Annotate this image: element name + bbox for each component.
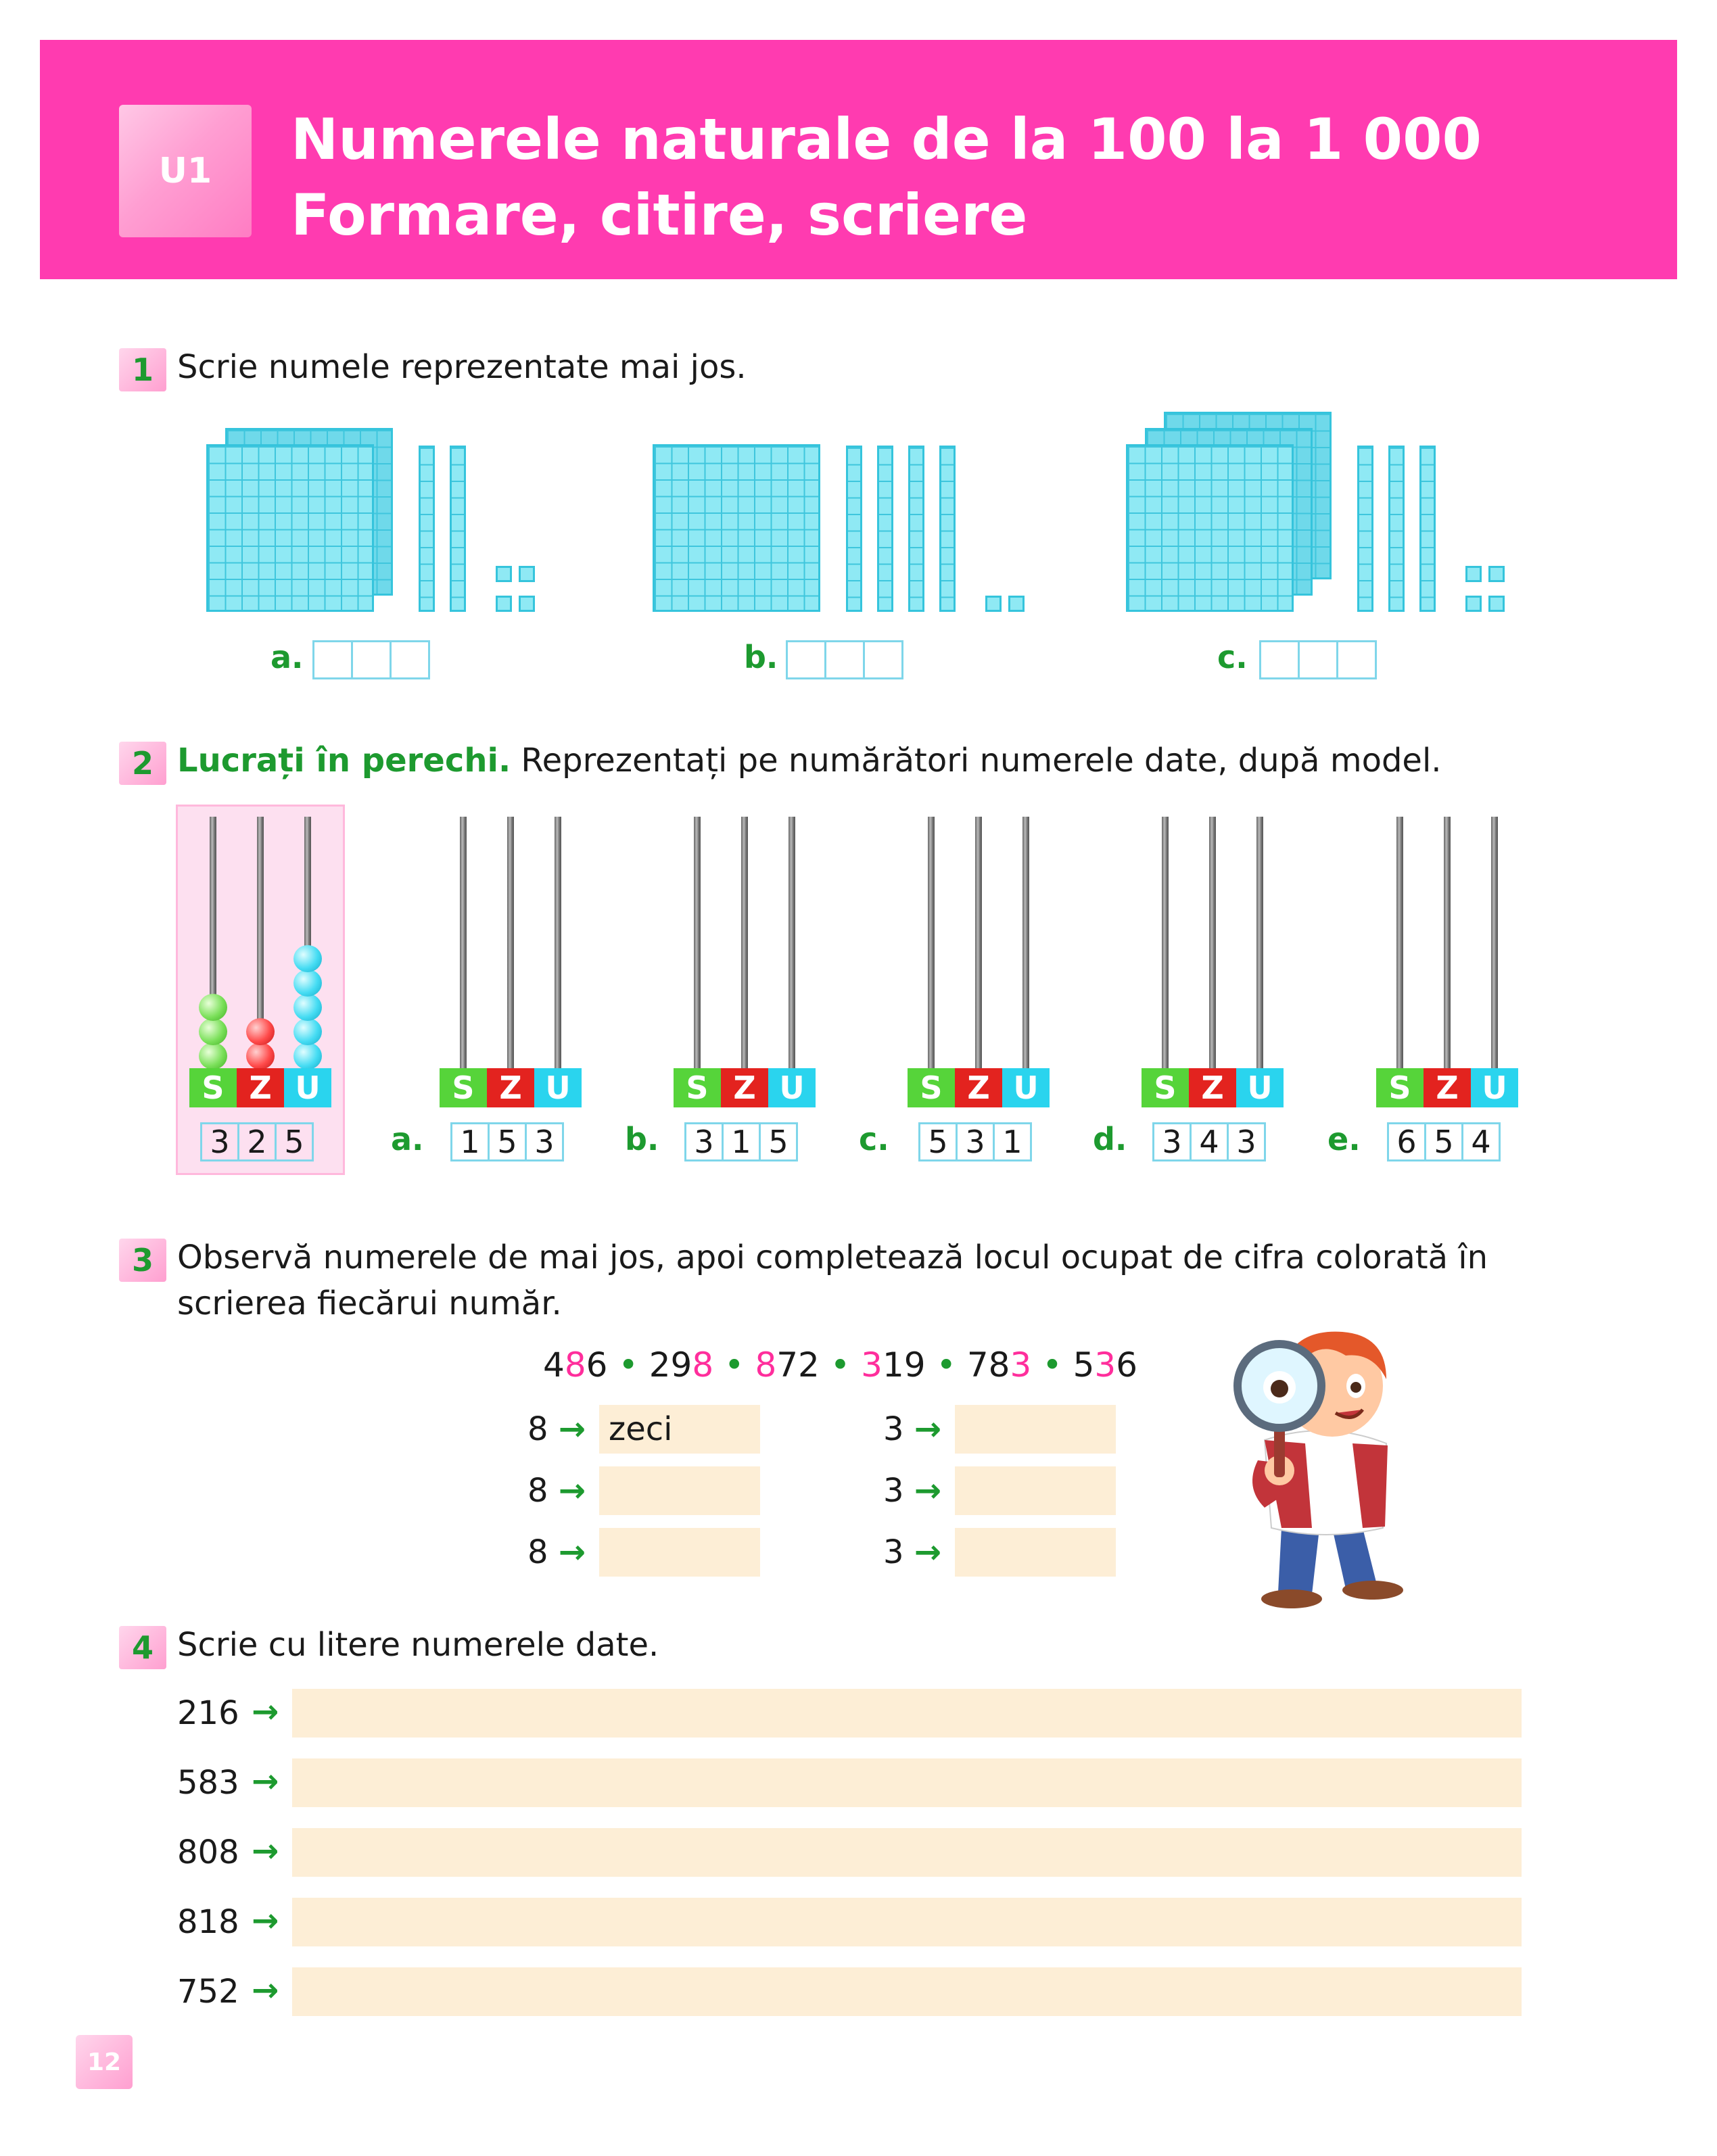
abacus-rod — [555, 817, 561, 1068]
number-item — [861, 1345, 925, 1385]
abacus-bead — [199, 1018, 227, 1045]
digit-label: 3 — [883, 1472, 914, 1510]
abacus-bead — [246, 1043, 275, 1070]
ten-rod — [419, 446, 435, 612]
page-number: 12 — [76, 2035, 133, 2089]
digit-label: 3 — [883, 1410, 914, 1448]
arrow-icon: → — [558, 1472, 586, 1510]
answer-digit-box[interactable] — [786, 640, 826, 679]
exercise-2-instruction — [177, 742, 1442, 780]
abacus-bead — [199, 1043, 227, 1070]
number-separator: • — [713, 1345, 755, 1385]
place-label-s: S — [1376, 1068, 1424, 1107]
place-label-u: U — [1002, 1068, 1050, 1107]
answer-digit-box[interactable] — [312, 640, 353, 679]
arrow-icon: → — [558, 1533, 586, 1571]
ten-rod — [877, 446, 893, 612]
abacus-bead — [293, 1018, 322, 1045]
place-label-z: Z — [955, 1068, 1002, 1107]
abacus-item-label: d. — [1093, 1121, 1127, 1157]
abacus-bead — [293, 994, 322, 1021]
highlighted-digit: 8 — [755, 1345, 777, 1385]
number-digit: 5 — [488, 1122, 527, 1161]
place-answer-field[interactable] — [599, 1466, 760, 1515]
arrow-icon: → — [252, 1763, 279, 1800]
exercise-4-instruction: Scrie cu litere numerele date. — [177, 1626, 659, 1664]
answer-digit-box[interactable] — [1259, 640, 1300, 679]
place-value-labels — [189, 1068, 331, 1107]
number-to-write — [177, 1764, 239, 1802]
boy-magnifier-illustration — [1217, 1325, 1447, 1623]
number-item — [543, 1345, 607, 1385]
abacus-rod — [1491, 817, 1498, 1068]
place-label-s: S — [1142, 1068, 1189, 1107]
abacus-rod — [928, 817, 935, 1068]
words-answer-field[interactable] — [292, 1898, 1522, 1946]
exercise-1-item-label: b. — [744, 639, 778, 675]
unit-cube — [1488, 566, 1505, 582]
title-line-2: Formare, citire, scriere — [291, 182, 1028, 248]
number-digit: 4 — [1461, 1122, 1501, 1161]
number-digit: 5 — [1424, 1122, 1463, 1161]
number-part: 29 — [649, 1345, 692, 1385]
place-answer-field[interactable] — [955, 1528, 1116, 1577]
place-label-z: Z — [237, 1068, 284, 1107]
number-part: 5 — [1073, 1345, 1095, 1385]
number-separator: • — [1031, 1345, 1073, 1385]
exercise-2-bold: Lucrați în perechi. — [177, 742, 511, 780]
digit-arrow-label — [527, 1472, 586, 1510]
exercise-2-number: 2 — [119, 742, 166, 785]
exercise-4-number: 4 — [119, 1626, 166, 1669]
number-item — [1073, 1345, 1137, 1385]
number-digit: 5 — [918, 1122, 958, 1161]
model-abacus[interactable] — [189, 817, 331, 1141]
highlighted-digit: 8 — [692, 1345, 714, 1385]
arrow-icon: → — [252, 1832, 279, 1870]
place-answer-field[interactable]: zeci — [599, 1405, 760, 1454]
number-part: 4 — [543, 1345, 565, 1385]
unit-cube — [519, 566, 535, 582]
number-value: 583 — [177, 1764, 239, 1802]
answer-digit-box[interactable] — [824, 640, 865, 679]
answer-digit-box[interactable] — [1336, 640, 1377, 679]
number-digit: 1 — [722, 1122, 761, 1161]
hundred-flat — [653, 444, 820, 612]
abacus-number-boxes — [684, 1122, 798, 1161]
exercise-1-item-label: a. — [271, 639, 304, 675]
abacus-rod — [1396, 817, 1403, 1068]
unit-cube — [985, 596, 1002, 612]
exercise-1-item-label: c. — [1217, 639, 1248, 675]
abacus-rod — [1209, 817, 1216, 1068]
number-value: 808 — [177, 1834, 239, 1871]
abacus[interactable] — [908, 817, 1050, 1141]
ten-rod — [1419, 446, 1436, 612]
abacus-rod — [460, 817, 467, 1068]
abacus-rod — [694, 817, 701, 1068]
number-digit: 4 — [1190, 1122, 1229, 1161]
place-label-u: U — [768, 1068, 816, 1107]
number-value: 818 — [177, 1903, 239, 1941]
highlighted-digit: 3 — [861, 1345, 883, 1385]
ten-rod — [1357, 446, 1373, 612]
number-to-write — [177, 1903, 239, 1941]
abacus-bead — [246, 1018, 275, 1045]
highlighted-digit: 3 — [1094, 1345, 1116, 1385]
place-label-u: U — [534, 1068, 582, 1107]
place-label-s: S — [908, 1068, 955, 1107]
number-item — [649, 1345, 713, 1385]
abacus-item-label: e. — [1327, 1121, 1361, 1157]
number-digit: 3 — [956, 1122, 995, 1161]
abacus[interactable] — [674, 817, 816, 1141]
abacus-rod — [1444, 817, 1451, 1068]
exercise-1-instruction: Scrie numele reprezentate mai jos. — [177, 348, 747, 386]
unit-badge: U1 — [119, 105, 252, 237]
exercise-2-text: Reprezentați pe numărători numerele date, după model. — [511, 742, 1442, 780]
arrow-icon: → — [914, 1472, 942, 1510]
number-digit: 5 — [275, 1122, 314, 1161]
ten-rod — [450, 446, 466, 612]
unit-cube — [496, 566, 512, 582]
number-separator: • — [819, 1345, 862, 1385]
arrow-icon: → — [252, 1693, 279, 1731]
number-to-write — [177, 1973, 239, 2011]
abacus-rod — [507, 817, 514, 1068]
number-to-write — [177, 1694, 239, 1732]
model-number-boxes — [200, 1122, 314, 1161]
abacus-number-boxes — [1387, 1122, 1501, 1161]
number-digit: 2 — [237, 1122, 277, 1161]
place-label-u: U — [284, 1068, 331, 1107]
abacus[interactable] — [440, 817, 582, 1141]
place-label-z: Z — [1424, 1068, 1471, 1107]
arrow-icon: → — [914, 1410, 942, 1448]
number-value: 216 — [177, 1694, 239, 1732]
number-digit: 1 — [993, 1122, 1032, 1161]
ten-rod — [846, 446, 862, 612]
answer-digit-box[interactable] — [351, 640, 392, 679]
number-to-write — [177, 1834, 239, 1871]
arrow-icon: → — [558, 1410, 586, 1448]
answer-digit-box[interactable] — [390, 640, 430, 679]
abacus-bead — [293, 969, 322, 997]
abacus[interactable] — [1376, 817, 1518, 1141]
exercise-3-instruction-line-2: scrierea fiecărui număr. — [177, 1285, 562, 1322]
words-answer-field[interactable] — [292, 1828, 1522, 1877]
abacus-item-label: b. — [625, 1121, 659, 1157]
place-label-z: Z — [721, 1068, 768, 1107]
exercise-3-instruction-line-1: Observă numerele de mai jos, apoi completează locul ocupat de cifra colorată în — [177, 1239, 1488, 1276]
arrow-icon: → — [252, 1971, 279, 2009]
place-label-s: S — [189, 1068, 237, 1107]
number-digit: 3 — [684, 1122, 724, 1161]
number-digit: 3 — [1152, 1122, 1192, 1161]
abacus-rod — [1022, 817, 1029, 1068]
exercise-1-number: 1 — [119, 348, 166, 391]
digit-arrow-label — [527, 1533, 586, 1571]
digit-arrow-label — [883, 1410, 941, 1448]
abacus-rod — [1162, 817, 1169, 1068]
exercise-1-answer-boxes — [1259, 640, 1377, 679]
highlighted-digit: 3 — [1010, 1345, 1032, 1385]
abacus-rod — [975, 817, 982, 1068]
number-item — [967, 1345, 1031, 1385]
place-value-labels — [674, 1068, 816, 1107]
exercise-3-number: 3 — [119, 1239, 166, 1282]
answer-digit-box[interactable] — [863, 640, 903, 679]
hundred-flat — [1126, 444, 1294, 612]
number-item — [755, 1345, 819, 1385]
unit-cube — [496, 596, 512, 612]
unit-cube — [1488, 596, 1505, 612]
abacus-item-label: c. — [859, 1121, 889, 1157]
place-value-labels — [440, 1068, 582, 1107]
abacus-bead — [293, 945, 322, 972]
number-part: 19 — [882, 1345, 926, 1385]
digit-arrow-label — [527, 1410, 586, 1448]
number-part: 78 — [966, 1345, 1010, 1385]
place-label-u: U — [1236, 1068, 1284, 1107]
place-value-labels — [1142, 1068, 1284, 1107]
number-separator: • — [607, 1345, 649, 1385]
page-title — [291, 101, 1482, 253]
ten-rod — [1388, 446, 1405, 612]
title-line-1: Numerele naturale de la 100 la 1 000 — [291, 106, 1482, 172]
unit-cube — [519, 596, 535, 612]
number-digit: 3 — [200, 1122, 239, 1161]
abacus-number-boxes — [450, 1122, 564, 1161]
abacus-number-boxes — [1152, 1122, 1266, 1161]
number-part: 72 — [776, 1345, 820, 1385]
number-digit: 1 — [450, 1122, 490, 1161]
number-digit: 3 — [525, 1122, 564, 1161]
digit-arrow-label — [883, 1533, 941, 1571]
abacus[interactable] — [1142, 817, 1284, 1141]
abacus-number-boxes — [918, 1122, 1032, 1161]
unit-cube — [1465, 566, 1482, 582]
place-label-s: S — [674, 1068, 721, 1107]
abacus-rod — [789, 817, 795, 1068]
number-value: 752 — [177, 1973, 239, 2011]
abacus-rod — [1256, 817, 1263, 1068]
unit-cube — [1465, 596, 1482, 612]
abacus-bead — [199, 994, 227, 1021]
digit-label: 8 — [527, 1533, 559, 1571]
ten-rod — [908, 446, 924, 612]
number-part: 6 — [586, 1345, 608, 1385]
number-digit: 5 — [759, 1122, 798, 1161]
arrow-icon: → — [252, 1902, 279, 1940]
number-digit: 3 — [1227, 1122, 1266, 1161]
place-label-u: U — [1471, 1068, 1518, 1107]
exercise-1-answer-boxes — [786, 640, 903, 679]
abacus-item-label: a. — [391, 1121, 424, 1157]
highlighted-digit: 8 — [564, 1345, 586, 1385]
abacus-bead — [293, 1043, 322, 1070]
digit-label: 3 — [883, 1533, 914, 1571]
place-answer-field[interactable] — [955, 1405, 1116, 1454]
digit-arrow-label — [883, 1472, 941, 1510]
exercise-3-number-list — [543, 1345, 1137, 1385]
place-label-s: S — [440, 1068, 487, 1107]
words-answer-field[interactable] — [292, 1689, 1522, 1738]
answer-digit-box[interactable] — [1298, 640, 1338, 679]
place-value-labels — [908, 1068, 1050, 1107]
abacus-rod — [741, 817, 748, 1068]
digit-label: 8 — [527, 1472, 559, 1510]
ten-rod — [939, 446, 956, 612]
place-value-labels — [1376, 1068, 1518, 1107]
place-answer-field[interactable] — [955, 1466, 1116, 1515]
hundred-flat — [206, 444, 374, 612]
exercise-1-answer-boxes — [312, 640, 430, 679]
place-label-z: Z — [487, 1068, 534, 1107]
place-answer-field[interactable] — [599, 1528, 760, 1577]
number-part: 6 — [1116, 1345, 1138, 1385]
number-digit: 6 — [1387, 1122, 1426, 1161]
words-answer-field[interactable] — [292, 1758, 1522, 1807]
number-separator: • — [925, 1345, 967, 1385]
digit-label: 8 — [527, 1410, 559, 1448]
place-label-z: Z — [1189, 1068, 1236, 1107]
words-answer-field[interactable] — [292, 1967, 1522, 2016]
unit-cube — [1008, 596, 1025, 612]
arrow-icon: → — [914, 1533, 942, 1571]
